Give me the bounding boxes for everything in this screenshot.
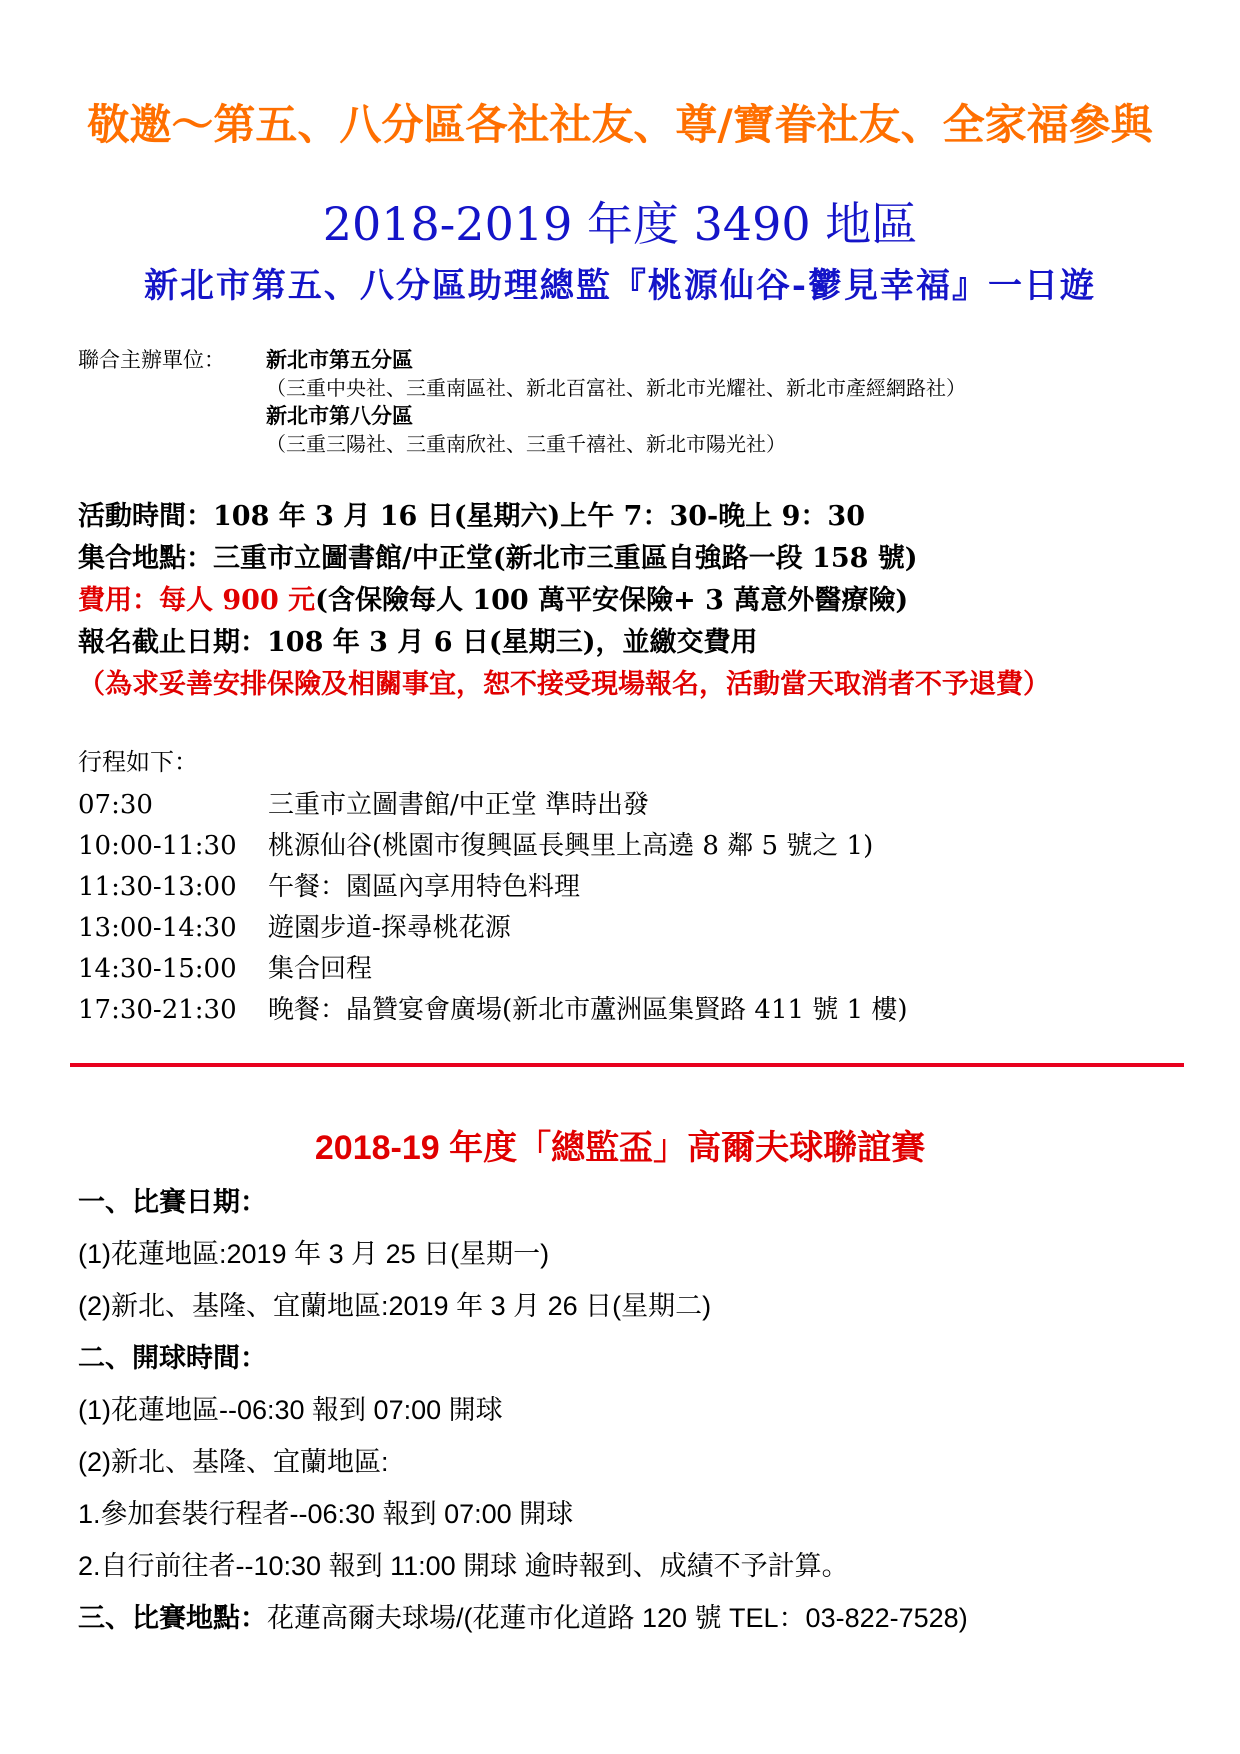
golf-date-hualien: (1)花蓮地區:2019 年 3 月 25 日(星期一) bbox=[78, 1239, 550, 1269]
schedule-row bbox=[78, 784, 649, 821]
district5-name: 新北市第五分區 bbox=[266, 347, 413, 372]
schedule-time: 11:30-13:00 bbox=[78, 872, 237, 902]
schedule-row bbox=[78, 866, 580, 903]
golf-venue-line bbox=[78, 1596, 968, 1635]
schedule-desc: 晚餐：晶贊宴會廣場(新北市蘆洲區集賢路 411 號 1 樓) bbox=[268, 995, 908, 1025]
fee-insurance-detail: (含保險每人 100 萬平安保險+ 3 萬意外醫療險) bbox=[315, 585, 909, 616]
golf-tee-self: 2.自行前往者--10:30 報到 11:00 開球 逾時報到、成績不予計算。 bbox=[78, 1551, 849, 1581]
golf-date-heading: 一、比賽日期： bbox=[78, 1187, 267, 1217]
schedule-title: 行程如下： bbox=[78, 748, 198, 776]
district8-clubs: （三重三陽社、三重南欣社、三重千禧社、新北市陽光社） bbox=[266, 432, 786, 456]
organizer-label: 聯合主辦單位： bbox=[78, 348, 225, 372]
golf-venue: 花蓮高爾夫球場/(花蓮市化道路 120 號 TEL：03-822-7528) bbox=[267, 1603, 968, 1633]
schedule-time: 10:00-11:30 bbox=[78, 831, 237, 861]
schedule-row bbox=[78, 907, 511, 944]
schedule-time: 14:30-15:00 bbox=[78, 954, 237, 984]
activity-time: 活動時間：108 年 3 月 16 日(星期六)上午 7：30-晚上 9：30 bbox=[78, 501, 865, 532]
schedule-desc: 遊園步道-探尋桃花源 bbox=[268, 913, 511, 943]
schedule-desc: 集合回程 bbox=[268, 954, 373, 984]
golf-tournament-title: 2018-19 年度「總監盃」高爾夫球聯誼賽 bbox=[314, 1129, 926, 1167]
registration-deadline: 報名截止日期：108 年 3 月 6 日(星期三)，並繳交費用 bbox=[78, 627, 758, 658]
schedule-row bbox=[78, 989, 908, 1026]
fee-line bbox=[78, 578, 908, 617]
golf-tee-package: 1.參加套裝行程者--06:30 報到 07:00 開球 bbox=[78, 1499, 574, 1529]
event-name-title: 新北市第五、八分區助理總監『桃源仙谷-鬱見幸福』一日遊 bbox=[143, 266, 1097, 306]
schedule-row bbox=[78, 825, 873, 862]
district5-clubs: （三重中央社、三重南區社、新北百富社、新北市光耀社、新北市產經網路社） bbox=[266, 376, 966, 400]
registration-notice: （為求妥善安排保險及相關事宜，恕不接受現場報名，活動當天取消者不予退費） bbox=[78, 669, 1050, 700]
invitation-heading: 敬邀～第五、八分區各社社友、尊/寶眷社友、全家福參與 bbox=[87, 100, 1153, 149]
golf-tee-north: (2)新北、基隆、宜蘭地區: bbox=[78, 1447, 389, 1477]
golf-tee-heading: 二、開球時間： bbox=[78, 1343, 267, 1373]
schedule-desc: 桃源仙谷(桃園市復興區長興里上高遶 8 鄰 5 號之 1) bbox=[268, 831, 874, 861]
golf-venue-label: 三、比賽地點： bbox=[78, 1603, 267, 1633]
fee-amount: 費用：每人 900 元 bbox=[78, 585, 316, 616]
meeting-location: 集合地點：三重市立圖書館/中正堂(新北市三重區自強路一段 158 號) bbox=[78, 543, 918, 574]
schedule-time: 17:30-21:30 bbox=[78, 995, 237, 1025]
district8-name: 新北市第八分區 bbox=[266, 403, 413, 428]
event-year-title: 2018-2019 年度 3490 地區 bbox=[322, 197, 918, 251]
schedule-row bbox=[78, 948, 372, 985]
schedule-desc: 午餐：園區內享用特色料理 bbox=[268, 872, 581, 902]
schedule-desc: 三重市立圖書館/中正堂 準時出發 bbox=[268, 790, 650, 820]
schedule-time: 07:30 bbox=[78, 790, 153, 820]
golf-tee-hualien: (1)花蓮地區--06:30 報到 07:00 開球 bbox=[78, 1395, 503, 1425]
golf-date-north: (2)新北、基隆、宜蘭地區:2019 年 3 月 26 日(星期二) bbox=[78, 1291, 712, 1321]
schedule-time: 13:00-14:30 bbox=[78, 913, 237, 943]
section-divider bbox=[70, 1063, 1184, 1067]
